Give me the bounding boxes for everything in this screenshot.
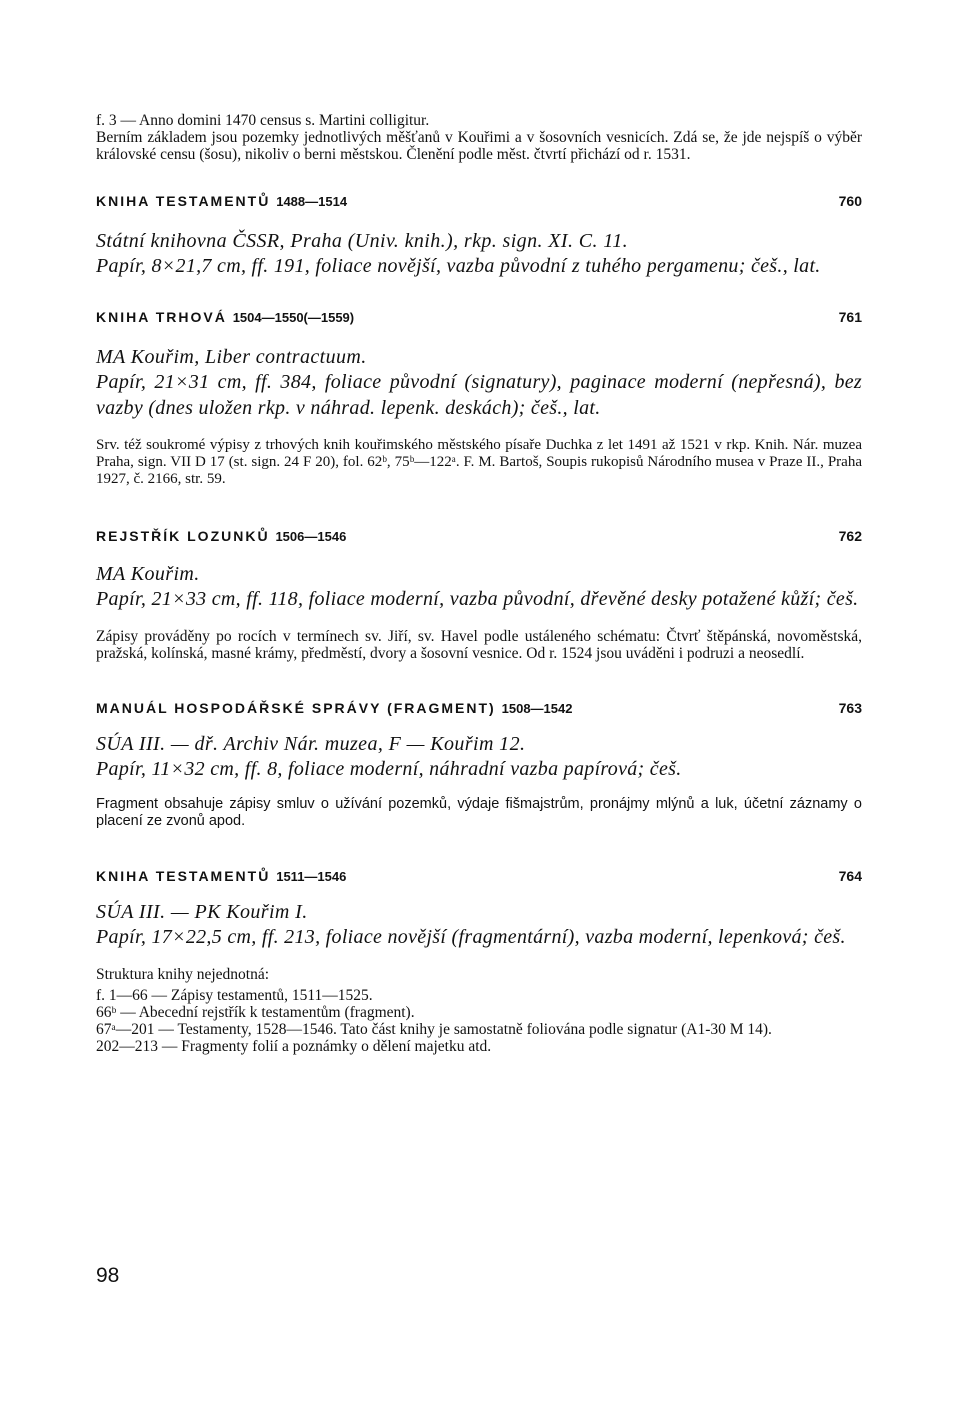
- entry-title: KNIHA TESTAMENTŮ: [96, 193, 271, 209]
- page-number: 98: [96, 1264, 120, 1287]
- entry-location: MA Kouřim, Liber contractuum.: [96, 346, 367, 368]
- entry-note: Zápisy prováděny po rocích v termínech sv. Jiří, sv. Havel podle ustáleného schématu: Čtvrť štěpánská, novoměstská, pražská, kolínská, masné krámy, předměstí, dvory a šosovní vesnice. Od r. 1524 jsou uváděni i podruzi a neosedlí.: [96, 628, 862, 662]
- intro-folio-line: f. 3 — Anno domini 1470 census s. Martini colligitur.: [96, 112, 430, 129]
- intro-text: Berním základem jsou pozemky jednotlivých měšťanů v Kouřimi a v šosovních vesnicích. Zdá se, že jde nejspíš o výběr královské censu (šosu), nikoliv o berni městskou. Členění podle měst. čtvrtí přichází od r. 1531.: [96, 129, 862, 163]
- list-item-desc: — Fragmenty folií a poznámky o dělení majetku atd.: [158, 1038, 492, 1055]
- list-item: [96, 1021, 862, 1038]
- entry-title: KNIHA TESTAMENTŮ: [96, 868, 271, 884]
- structure-title: Struktura knihy nejednotná:: [96, 966, 270, 983]
- entry-number: 763: [838, 700, 862, 716]
- entry-title: MANUÁL HOSPODÁŘSKÉ SPRÁVY (FRAGMENT): [96, 700, 496, 716]
- entry-description: Papír, 21×33 cm, ff. 118, foliace moderní, vazba původní, dřevěné desky potažené kůží; češ.: [96, 588, 859, 610]
- list-item-text: [96, 987, 373, 1004]
- entry-description: Papír, 11×32 cm, ff. 8, foliace moderní, náhradní vazba papírová; češ.: [96, 758, 682, 780]
- structure-list: [96, 987, 862, 1055]
- entry-heading: [96, 528, 862, 544]
- entry-years: 1506—1546: [275, 529, 347, 544]
- list-item-key: 66ᵇ: [96, 1004, 117, 1021]
- entry-761: [96, 309, 862, 488]
- entry-location: Státní knihovna ČSSR, Praha (Univ. knih.), rkp. sign. XI. C. 11.: [96, 230, 629, 252]
- entry-heading: [96, 868, 862, 884]
- entry-location: SÚA III. — dř. Archiv Nár. muzea, F — Kouřim 12.: [96, 733, 526, 755]
- list-item-key: 67ᵃ—201: [96, 1021, 155, 1038]
- entry-description: Papír, 8×21,7 cm, ff. 191, foliace novější, vazba původní z tuhého pergamenu; češ., lat.: [96, 255, 821, 277]
- entry-heading: [96, 309, 862, 325]
- entry-heading: [96, 700, 862, 716]
- list-item: [96, 987, 862, 1004]
- entry-title: KNIHA TRHOVÁ: [96, 309, 227, 325]
- list-item: [96, 1038, 862, 1055]
- list-item: [96, 1004, 862, 1021]
- entry-763: [96, 700, 862, 830]
- entry-description: Papír, 17×22,5 cm, ff. 213, foliace novější (fragmentární), vazba moderní, lepenková; češ.: [96, 926, 846, 948]
- list-item-text: [96, 1038, 491, 1055]
- entry-number: 760: [838, 193, 862, 209]
- entry-location: SÚA III. — PK Kouřim I.: [96, 901, 308, 923]
- entry-years: 1508—1542: [501, 701, 573, 716]
- entry-762: [96, 528, 862, 662]
- entry-760: [96, 193, 862, 279]
- list-item-desc: — Testamenty, 1528—1546. Tato část knihy je samostatně foliována podle signatur (A1-30 M 14).: [154, 1021, 772, 1038]
- list-item-key: 202—213: [96, 1038, 158, 1055]
- entry-title: REJSTŘÍK LOZUNKŮ: [96, 528, 270, 544]
- entry-description: Papír, 21×31 cm, ff. 384, foliace původní (signatury), paginace moderní (nepřesná), bez vazby (dnes uložen rkp. v náhrad. lepenk. deskách); češ., lat.: [96, 371, 862, 419]
- list-item-desc: — Abecední rejstřík k testamentům (fragment).: [116, 1004, 415, 1021]
- entry-number: 762: [838, 528, 862, 544]
- list-item-key: f. 1—66: [96, 987, 148, 1004]
- list-item-text: [96, 1004, 415, 1021]
- entry-764: [96, 868, 862, 1055]
- entry-number: 761: [838, 309, 862, 325]
- intro-block: [96, 112, 862, 163]
- entry-location: MA Kouřim.: [96, 563, 200, 585]
- entry-note: Srv. též soukromé výpisy z trhových knih kouřimského městského písaře Duchka z let 1491 až 1521 v rkp. Knih. Nár. muzea Praha, sign. VII D 17 (st. sign. 24 F 20), fol. 62ᵇ, 75ᵇ—122ᵃ. F. M. Bartoš, Soupis rukopisů Národního musea v Praze II., Praha 1927, č. 2166, str. 59.: [96, 437, 862, 487]
- entry-years: 1504—1550(—1559): [232, 310, 355, 325]
- document-page: [96, 112, 862, 1055]
- entry-note: Fragment obsahuje zápisy smluv o užívání pozemků, výdaje fišmajstrům, pronájmy mlýnů a luk, účetní záznamy o placení ze zvonů apod.: [96, 796, 862, 829]
- entry-heading: [96, 193, 862, 209]
- list-item-desc: — Zápisy testamentů, 1511—1525.: [147, 987, 373, 1004]
- entry-years: 1488—1514: [276, 194, 348, 209]
- entry-years: 1511—1546: [276, 869, 347, 884]
- entry-number: 764: [838, 868, 862, 884]
- list-item-text: [96, 1021, 772, 1038]
